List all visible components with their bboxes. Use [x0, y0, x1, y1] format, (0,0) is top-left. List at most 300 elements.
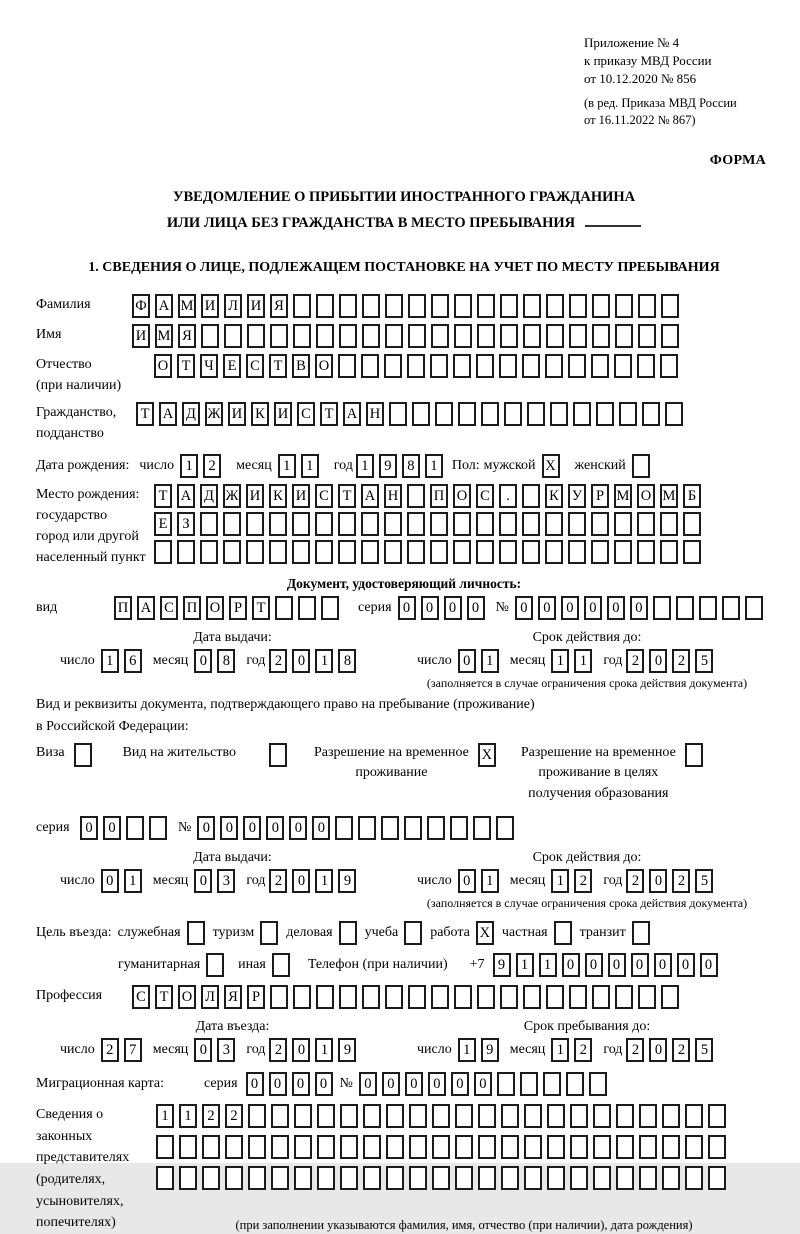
char-cell: 2 [202, 1104, 220, 1128]
migration-series-cells [246, 1072, 338, 1096]
char-cell: Е [154, 512, 172, 536]
char-cell [473, 816, 491, 840]
char-cell [316, 324, 334, 348]
valid-day-cells [458, 649, 504, 673]
char-cell: Т [320, 402, 338, 426]
month-label: месяц [509, 1041, 546, 1057]
char-cell [200, 540, 218, 564]
char-cell: А [159, 402, 177, 426]
char-cell: 0 [700, 953, 718, 977]
char-cell: Ч [200, 354, 218, 378]
checkbox-cell [74, 743, 92, 767]
char-cell: 0 [458, 649, 476, 673]
char-cell: С [297, 402, 315, 426]
char-cell: 2 [269, 1038, 287, 1062]
char-cell [247, 324, 265, 348]
char-cell [316, 294, 334, 318]
char-cell: М [155, 324, 173, 348]
stay-year-cells [626, 1038, 718, 1062]
char-cell [481, 402, 499, 426]
char-cell [547, 1135, 565, 1159]
edu-permit-checkbox [676, 743, 708, 767]
char-cell: 0 [585, 953, 603, 977]
char-cell: 0 [451, 1072, 469, 1096]
doc-number-cells [515, 596, 768, 620]
char-cell [591, 540, 609, 564]
char-cell: 1 [278, 454, 296, 478]
char-cell: Я [224, 985, 242, 1009]
char-cell: 8 [338, 649, 356, 673]
purpose-checkbox [254, 921, 278, 945]
char-cell: 0 [292, 869, 310, 893]
char-cell [570, 1166, 588, 1190]
legal-reps-cells-block [156, 1104, 772, 1233]
char-cell: Л [201, 985, 219, 1009]
char-cell: 0 [649, 869, 667, 893]
char-cell [520, 1072, 538, 1096]
residence-permit-label: Вид на жительство [122, 745, 236, 761]
char-cell: Т [155, 985, 173, 1009]
doc-series-cells [398, 596, 490, 620]
char-cell: 1 [481, 649, 499, 673]
phone-cells [493, 953, 723, 977]
char-cell [271, 1104, 289, 1128]
char-cell: 1 [156, 1104, 174, 1128]
char-cell [315, 512, 333, 536]
char-cell: 2 [672, 649, 690, 673]
char-cell [225, 1166, 243, 1190]
char-cell: 2 [574, 1038, 592, 1062]
day-label: число [417, 872, 452, 888]
purpose-row-2 [118, 953, 772, 977]
char-cell [149, 816, 167, 840]
char-cell [339, 294, 357, 318]
char-cell: 9 [338, 1038, 356, 1062]
char-cell [478, 1104, 496, 1128]
char-cell [653, 596, 671, 620]
char-cell [661, 985, 679, 1009]
purpose-option: гуманитарная [118, 953, 224, 977]
char-cell [722, 596, 740, 620]
char-cell [616, 1166, 634, 1190]
char-cell: 0 [467, 596, 485, 620]
legal-reps-label: Сведения о законных представителях (родителях, усыновителях, попечителях) [36, 1106, 130, 1231]
edu-permit-label: Разрешение на временное проживание в целях получения образования [520, 745, 676, 801]
birthplace-cells-2 [154, 512, 706, 536]
char-cell [340, 1104, 358, 1128]
char-cell [566, 1072, 584, 1096]
char-cell [665, 402, 683, 426]
profession-row [36, 985, 772, 1009]
purpose-checkbox [200, 953, 224, 977]
res-issue-day-cells [101, 869, 147, 893]
char-cell [592, 324, 610, 348]
char-cell: В [292, 354, 310, 378]
char-cell: 0 [421, 596, 439, 620]
valid-until-heading: Срок действия до: [532, 849, 642, 865]
char-cell [499, 354, 517, 378]
char-cell [591, 354, 609, 378]
char-cell [200, 512, 218, 536]
char-cell [496, 816, 514, 840]
temp-permit-label: Разрешение на временное проживание [313, 745, 469, 781]
char-cell [522, 354, 540, 378]
char-cell [573, 402, 591, 426]
char-cell [409, 1104, 427, 1128]
res-issue-month-cells [194, 869, 240, 893]
char-cell [338, 512, 356, 536]
char-cell: Т [136, 402, 154, 426]
char-cell: Д [182, 402, 200, 426]
char-cell [248, 1166, 266, 1190]
purpose-checkbox [333, 921, 357, 945]
series-label: серия [36, 819, 70, 835]
char-cell: 9 [493, 953, 511, 977]
month-label: месяц [509, 872, 546, 888]
char-cell [202, 1135, 220, 1159]
number-label: № [178, 819, 192, 835]
char-cell [547, 1104, 565, 1128]
day-label: число [60, 1041, 95, 1057]
checkbox-cell [685, 743, 703, 767]
char-cell: Ж [205, 402, 223, 426]
char-cell [545, 512, 563, 536]
char-cell [156, 1135, 174, 1159]
char-cell [384, 354, 402, 378]
char-cell [294, 1135, 312, 1159]
char-cell [386, 1135, 404, 1159]
char-cell [408, 985, 426, 1009]
char-cell: 0 [458, 869, 476, 893]
char-cell: 8 [217, 649, 235, 673]
char-cell: 2 [269, 869, 287, 893]
legal-reps-cells-1 [156, 1104, 731, 1128]
gender-male-label: мужской [483, 458, 536, 474]
birthplace-row [36, 484, 772, 568]
char-cell: 2 [101, 1038, 119, 1062]
char-cell: Я [270, 294, 288, 318]
doc-number-label: № [495, 600, 509, 616]
char-cell [294, 1104, 312, 1128]
char-cell [501, 1166, 519, 1190]
char-cell [616, 1135, 634, 1159]
char-cell [500, 324, 518, 348]
char-cell [639, 1135, 657, 1159]
char-cell: 0 [631, 953, 649, 977]
char-cell: А [137, 596, 155, 620]
checkbox-cell [404, 921, 422, 945]
char-cell [676, 596, 694, 620]
res-valid-day-cells [458, 869, 504, 893]
char-cell: П [430, 484, 448, 508]
char-cell: 0 [220, 816, 238, 840]
char-cell [156, 1166, 174, 1190]
visa-option [36, 743, 97, 767]
char-cell [477, 985, 495, 1009]
char-cell [404, 816, 422, 840]
char-cell: 0 [444, 596, 462, 620]
char-cell [661, 324, 679, 348]
firstname-row [36, 324, 772, 348]
char-cell [476, 512, 494, 536]
edu-permit-option [521, 743, 708, 804]
year-label: год [333, 458, 353, 474]
char-cell [476, 540, 494, 564]
char-cell [126, 816, 144, 840]
valid-year-cells [626, 649, 718, 673]
char-cell [294, 1166, 312, 1190]
char-cell [543, 1072, 561, 1096]
purpose-option: иная [238, 953, 290, 977]
char-cell [570, 1135, 588, 1159]
char-cell [224, 324, 242, 348]
char-cell [431, 985, 449, 1009]
char-cell [361, 512, 379, 536]
char-cell: 6 [124, 649, 142, 673]
checkbox-cell [269, 743, 287, 767]
char-cell: 1 [574, 649, 592, 673]
purpose-checkbox [181, 921, 205, 945]
char-cell: 8 [402, 454, 420, 478]
residence-doc-line1: Вид и реквизиты документа, подтверждающего право на пребывание (проживание) [36, 697, 535, 713]
char-cell [317, 1135, 335, 1159]
char-cell: 0 [608, 953, 626, 977]
char-cell [225, 1135, 243, 1159]
day-label: число [60, 653, 95, 669]
char-cell: 0 [101, 869, 119, 893]
migration-card-row [36, 1072, 772, 1096]
char-cell: 2 [203, 454, 221, 478]
char-cell [362, 294, 380, 318]
char-cell [432, 1104, 450, 1128]
revision-line: от 16.11.2022 № 867) [584, 113, 696, 128]
char-cell: О [315, 354, 333, 378]
char-cell: 1 [516, 953, 534, 977]
day-label: число [60, 872, 95, 888]
char-cell [524, 1166, 542, 1190]
char-cell: 0 [607, 596, 625, 620]
residence-permission-row [36, 743, 772, 804]
char-cell [458, 402, 476, 426]
purpose-option: работа X [430, 921, 494, 945]
char-cell: М [614, 484, 632, 508]
char-cell [500, 985, 518, 1009]
char-cell: 0 [649, 1038, 667, 1062]
char-cell: 0 [654, 953, 672, 977]
year-label: год [246, 1041, 266, 1057]
form-title-line1: УВЕДОМЛЕНИЕ О ПРИБЫТИИ ИНОСТРАННОГО ГРАЖДАНИНА [172, 189, 636, 206]
char-cell: 0 [315, 1072, 333, 1096]
char-cell [361, 354, 379, 378]
checkbox-cell: X [476, 921, 494, 945]
char-cell: П [114, 596, 132, 620]
char-cell: 2 [626, 649, 644, 673]
char-cell: К [269, 484, 287, 508]
char-cell [637, 512, 655, 536]
appendix-line: Приложение № 4 [584, 35, 680, 50]
entry-year-cells [269, 1038, 361, 1062]
doc-type-cells [114, 596, 344, 620]
identity-doc-row [36, 596, 772, 620]
firstname-label: Имя [36, 327, 62, 343]
temp-permit-option [314, 743, 501, 784]
char-cell [455, 1166, 473, 1190]
char-cell [524, 1135, 542, 1159]
char-cell [430, 512, 448, 536]
char-cell: С [476, 484, 494, 508]
profession-label: Профессия [36, 987, 103, 1003]
char-cell [340, 1135, 358, 1159]
char-cell [637, 354, 655, 378]
char-cell [523, 294, 541, 318]
blank-line [585, 212, 641, 227]
char-cell [292, 512, 310, 536]
birthplace-cells-1 [154, 484, 706, 508]
gender-label: Пол: [451, 458, 480, 474]
char-cell: 2 [672, 869, 690, 893]
char-cell [614, 540, 632, 564]
valid-until-note: (заполняется в случае ограничения срока действия документа) [426, 676, 748, 691]
purpose-label: Цель въезда: [36, 924, 112, 940]
purpose-option: туризм [213, 921, 279, 945]
char-cell: Ж [223, 484, 241, 508]
purpose-checkbox [398, 921, 422, 945]
char-cell: 1 [315, 869, 333, 893]
char-cell [270, 324, 288, 348]
legal-reps-cells-2 [156, 1135, 731, 1159]
char-cell [527, 402, 545, 426]
patronymic-row [36, 354, 772, 396]
char-cell [409, 1166, 427, 1190]
char-cell: У [568, 484, 586, 508]
year-label: год [246, 653, 266, 669]
char-cell [523, 985, 541, 1009]
char-cell: Н [366, 402, 384, 426]
migration-card-label: Миграционная карта: [36, 1075, 165, 1091]
char-cell [432, 1135, 450, 1159]
char-cell [453, 540, 471, 564]
char-cell [293, 294, 311, 318]
char-cell: 0 [194, 649, 212, 673]
char-cell: 2 [626, 869, 644, 893]
char-cell [568, 354, 586, 378]
res-valid-year-cells [626, 869, 718, 893]
birthdate-label: Дата рождения: [36, 458, 130, 474]
char-cell: 0 [289, 816, 307, 840]
birth-year-cells [356, 454, 448, 478]
residence-permit-option [123, 743, 292, 767]
char-cell [339, 985, 357, 1009]
char-cell: Т [252, 596, 270, 620]
citizenship-label: Гражданство, подданство [36, 405, 117, 442]
char-cell [639, 1166, 657, 1190]
residence-number-cells [197, 816, 519, 840]
char-cell: 0 [243, 816, 261, 840]
char-cell: 1 [315, 649, 333, 673]
profession-cells [132, 985, 684, 1009]
phone-prefix: +7 [469, 956, 485, 972]
migration-number-cells [359, 1072, 612, 1096]
char-cell: 0 [584, 596, 602, 620]
char-cell [568, 512, 586, 536]
checkbox-cell [260, 921, 278, 945]
char-cell [407, 512, 425, 536]
birthplace-cells-block [154, 484, 772, 568]
temp-permit-checkbox [469, 743, 501, 767]
char-cell [454, 294, 472, 318]
char-cell [477, 294, 495, 318]
char-cell: 1 [301, 454, 319, 478]
patronymic-label: Отчество (при наличии) [36, 357, 122, 394]
char-cell [435, 402, 453, 426]
year-label: год [603, 872, 623, 888]
char-cell [246, 512, 264, 536]
purpose-option: транзит [580, 921, 650, 945]
char-cell: Т [154, 484, 172, 508]
char-cell [478, 1166, 496, 1190]
char-cell: 2 [574, 869, 592, 893]
month-label: месяц [152, 1041, 189, 1057]
birthplace-cells-3 [154, 540, 706, 564]
char-cell: 1 [458, 1038, 476, 1062]
char-cell: Т [177, 354, 195, 378]
char-cell: Т [338, 484, 356, 508]
char-cell [614, 512, 632, 536]
checkbox-cell [187, 921, 205, 945]
char-cell: 9 [481, 1038, 499, 1062]
char-cell [432, 1166, 450, 1190]
forma-label: ФОРМА [709, 153, 766, 169]
char-cell: А [361, 484, 379, 508]
char-cell: 0 [292, 1038, 310, 1062]
birthplace-label: Место рождения: государство город или другой населенный пункт [36, 487, 146, 566]
char-cell [223, 512, 241, 536]
char-cell [614, 354, 632, 378]
char-cell: И [292, 484, 310, 508]
char-cell: 1 [101, 649, 119, 673]
char-cell [292, 540, 310, 564]
section1-heading: 1. СВЕДЕНИЯ О ЛИЦЕ, ПОДЛЕЖАЩЕМ ПОСТАНОВКЕ НА УЧЕТ ПО МЕСТУ ПРЕБЫВАНИЯ [88, 260, 720, 276]
char-cell [430, 540, 448, 564]
char-cell [642, 402, 660, 426]
char-cell [545, 540, 563, 564]
char-cell: 1 [124, 869, 142, 893]
char-cell [154, 540, 172, 564]
birth-month-cells [278, 454, 324, 478]
char-cell: Ф [132, 294, 150, 318]
char-cell: М [178, 294, 196, 318]
legal-reps-row [36, 1104, 772, 1234]
purpose-checkbox [548, 921, 572, 945]
char-cell: 5 [695, 649, 713, 673]
char-cell [407, 540, 425, 564]
char-cell: А [177, 484, 195, 508]
char-cell [386, 1166, 404, 1190]
char-cell [362, 985, 380, 1009]
char-cell [546, 324, 564, 348]
char-cell: 0 [398, 596, 416, 620]
char-cell: 1 [551, 649, 569, 673]
char-cell: 0 [103, 816, 121, 840]
month-label: месяц [236, 458, 272, 474]
char-cell: 0 [649, 649, 667, 673]
legal-reps-cells-3 [156, 1166, 731, 1190]
char-cell: 5 [695, 1038, 713, 1062]
char-cell [660, 540, 678, 564]
char-cell: 0 [246, 1072, 264, 1096]
char-cell [569, 985, 587, 1009]
char-cell [177, 540, 195, 564]
